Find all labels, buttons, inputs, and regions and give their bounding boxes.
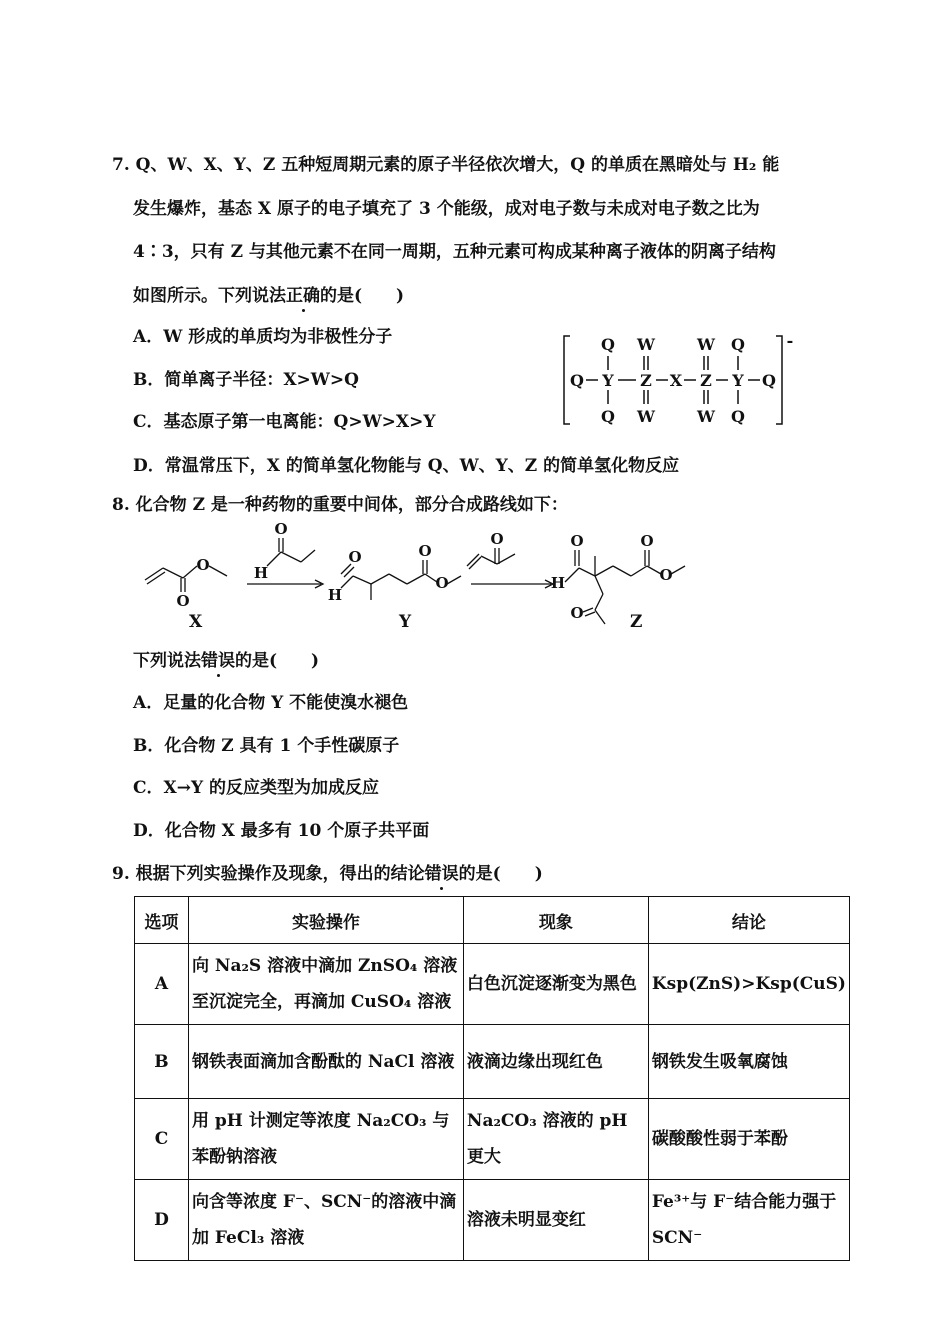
q7-stem-end-post: 的是( )	[320, 286, 405, 306]
row-c-operation: 用 pH 计测定等浓度 Na₂CO₃ 与苯酚钠溶液	[188, 1099, 463, 1180]
x-carbonyl-o: O	[176, 592, 190, 610]
label-z: Z	[630, 612, 643, 632]
row-a-phenomenon: 白色沉淀逐渐变为黑色	[463, 944, 648, 1025]
row-d-phenomenon: 溶液未明显变红	[463, 1180, 648, 1261]
y-ester-o: O	[435, 574, 449, 592]
q7-option-b: B．简单离子半径：X>W>Q	[133, 370, 359, 390]
q8-question	[133, 649, 319, 673]
q8-question-post: 的是( )	[235, 651, 320, 671]
struct-bot-q1: Q	[601, 407, 615, 426]
q7-stem-line-3: 4∶3，只有 Z 与其他元素不在同一周期，五种元素可构成某种离子液体的阴离子结构	[133, 242, 776, 262]
struct-top-w2: W	[697, 335, 715, 354]
y-aldehyde-h: H	[327, 586, 343, 604]
q7-option-c: C．基态原子第一电离能：Q>W>X>Y	[133, 412, 436, 432]
z-ester-o: O	[659, 566, 673, 584]
row-b-conclusion: 钢铁发生吸氧腐蚀	[648, 1025, 849, 1099]
label-y: Y	[399, 612, 412, 632]
q8-emphasis: 错误	[201, 651, 235, 671]
struct-mid-y1: Y	[602, 371, 614, 390]
q8-option-b: B．化合物 Z 具有 1 个手性碳原子	[133, 736, 400, 756]
row-c-conclusion: 碳酸酸性弱于苯酚	[648, 1099, 849, 1180]
q7-stem-end-pre: 如图所示。下列说法	[133, 286, 286, 306]
q7-stem-line-1: 7. Q、W、X、Y、Z 五种短周期元素的原子半径依次增大，Q 的单质在黑暗处与 H₂ 能	[112, 155, 780, 175]
row-d-conclusion: Fe³⁺与 F⁻结合能力强于 SCN⁻	[648, 1180, 849, 1261]
struct-charge: -	[786, 331, 794, 350]
q8-option-d: D．化合物 X 最多有 10 个原子共平面	[133, 821, 430, 841]
y-aldehyde-o: O	[348, 548, 362, 566]
q9-stem	[112, 862, 543, 886]
row-b-operation: 钢铁表面滴加含酚酞的 NaCl 溶液	[188, 1025, 463, 1099]
mvk-o: O	[490, 530, 504, 548]
struct-mid-z1: Z	[640, 371, 652, 390]
propanal-o: O	[274, 520, 288, 538]
struct-bot-w1: W	[637, 407, 655, 426]
q8-question-pre: 下列说法	[133, 651, 201, 671]
z-aldehyde-h: H	[550, 574, 566, 592]
header-option: 选项	[135, 897, 189, 944]
table-row	[135, 1025, 850, 1099]
struct-mid-x: X	[669, 371, 683, 390]
y-carbonyl-o: O	[418, 542, 432, 560]
row-c-option: C	[135, 1099, 189, 1180]
q8-option-a: A．足量的化合物 Y 不能使溴水褪色	[133, 693, 409, 713]
label-x: X	[189, 612, 203, 632]
z-aldehyde-o: O	[570, 532, 584, 550]
row-a-operation: 向 Na₂S 溶液中滴加 ZnSO₄ 溶液至沉淀完全，再滴加 CuSO₄ 溶液	[188, 944, 463, 1025]
struct-mid-z2: Z	[700, 371, 712, 390]
table-row	[135, 944, 850, 1025]
table-row	[135, 1099, 850, 1180]
row-d-operation: 向含等浓度 F⁻、SCN⁻的溶液中滴加 FeCl₃ 溶液	[188, 1180, 463, 1261]
q7-stem-line-4	[133, 284, 404, 308]
header-phenomenon: 现象	[463, 897, 648, 944]
q7-option-d: D．常温常压下，X 的简单氢化物能与 Q、W、Y、Z 的简单氢化物反应	[133, 456, 680, 476]
z-ketone-o: O	[570, 604, 584, 622]
q7-option-a: A．W 形成的单质均为非极性分子	[133, 327, 393, 347]
header-operation: 实验操作	[188, 897, 463, 944]
q8-stem: 8. 化合物 Z 是一种药物的重要中间体，部分合成路线如下：	[112, 495, 568, 515]
z-carbonyl-o: O	[640, 532, 654, 550]
q9-experiment-table	[134, 896, 850, 1261]
table-header-row	[135, 897, 850, 944]
q9-emphasis: 错误	[424, 864, 459, 884]
row-a-conclusion: Ksp(ZnS)>Ksp(CuS)	[648, 944, 849, 1025]
struct-top-w1: W	[637, 335, 655, 354]
row-b-option: B	[135, 1025, 189, 1099]
table-row	[135, 1180, 850, 1261]
row-c-phenomenon: Na₂CO₃ 溶液的 pH 更大	[463, 1099, 648, 1180]
struct-mid-y2: Y	[732, 371, 744, 390]
q8-option-c: C．X→Y 的反应类型为加成反应	[133, 778, 380, 798]
struct-mid-q2: Q	[762, 371, 776, 390]
row-a-option: A	[135, 944, 189, 1025]
header-conclusion: 结论	[648, 897, 849, 944]
q7-anion-structure	[558, 330, 798, 430]
q9-stem-pre: 9. 根据下列实验操作及现象，得出的结论	[112, 864, 425, 884]
propanal-h: H	[253, 564, 269, 582]
row-d-option: D	[135, 1180, 189, 1261]
struct-mid-q1: Q	[570, 371, 584, 390]
struct-top-q1: Q	[601, 335, 615, 354]
x-ester-o: O	[196, 556, 210, 574]
struct-top-q2: Q	[731, 335, 745, 354]
struct-bot-w2: W	[697, 407, 715, 426]
q8-synthesis-route	[135, 520, 695, 635]
q7-stem-line-2: 发生爆炸，基态 X 原子的电子填充了 3 个能级，成对电子数与未成对电子数之比为	[133, 199, 760, 219]
struct-bot-q2: Q	[731, 407, 745, 426]
row-b-phenomenon: 液滴边缘出现红色	[463, 1025, 648, 1099]
q7-emphasis: 正确	[286, 286, 320, 306]
q9-stem-post: 的是( )	[458, 864, 543, 884]
